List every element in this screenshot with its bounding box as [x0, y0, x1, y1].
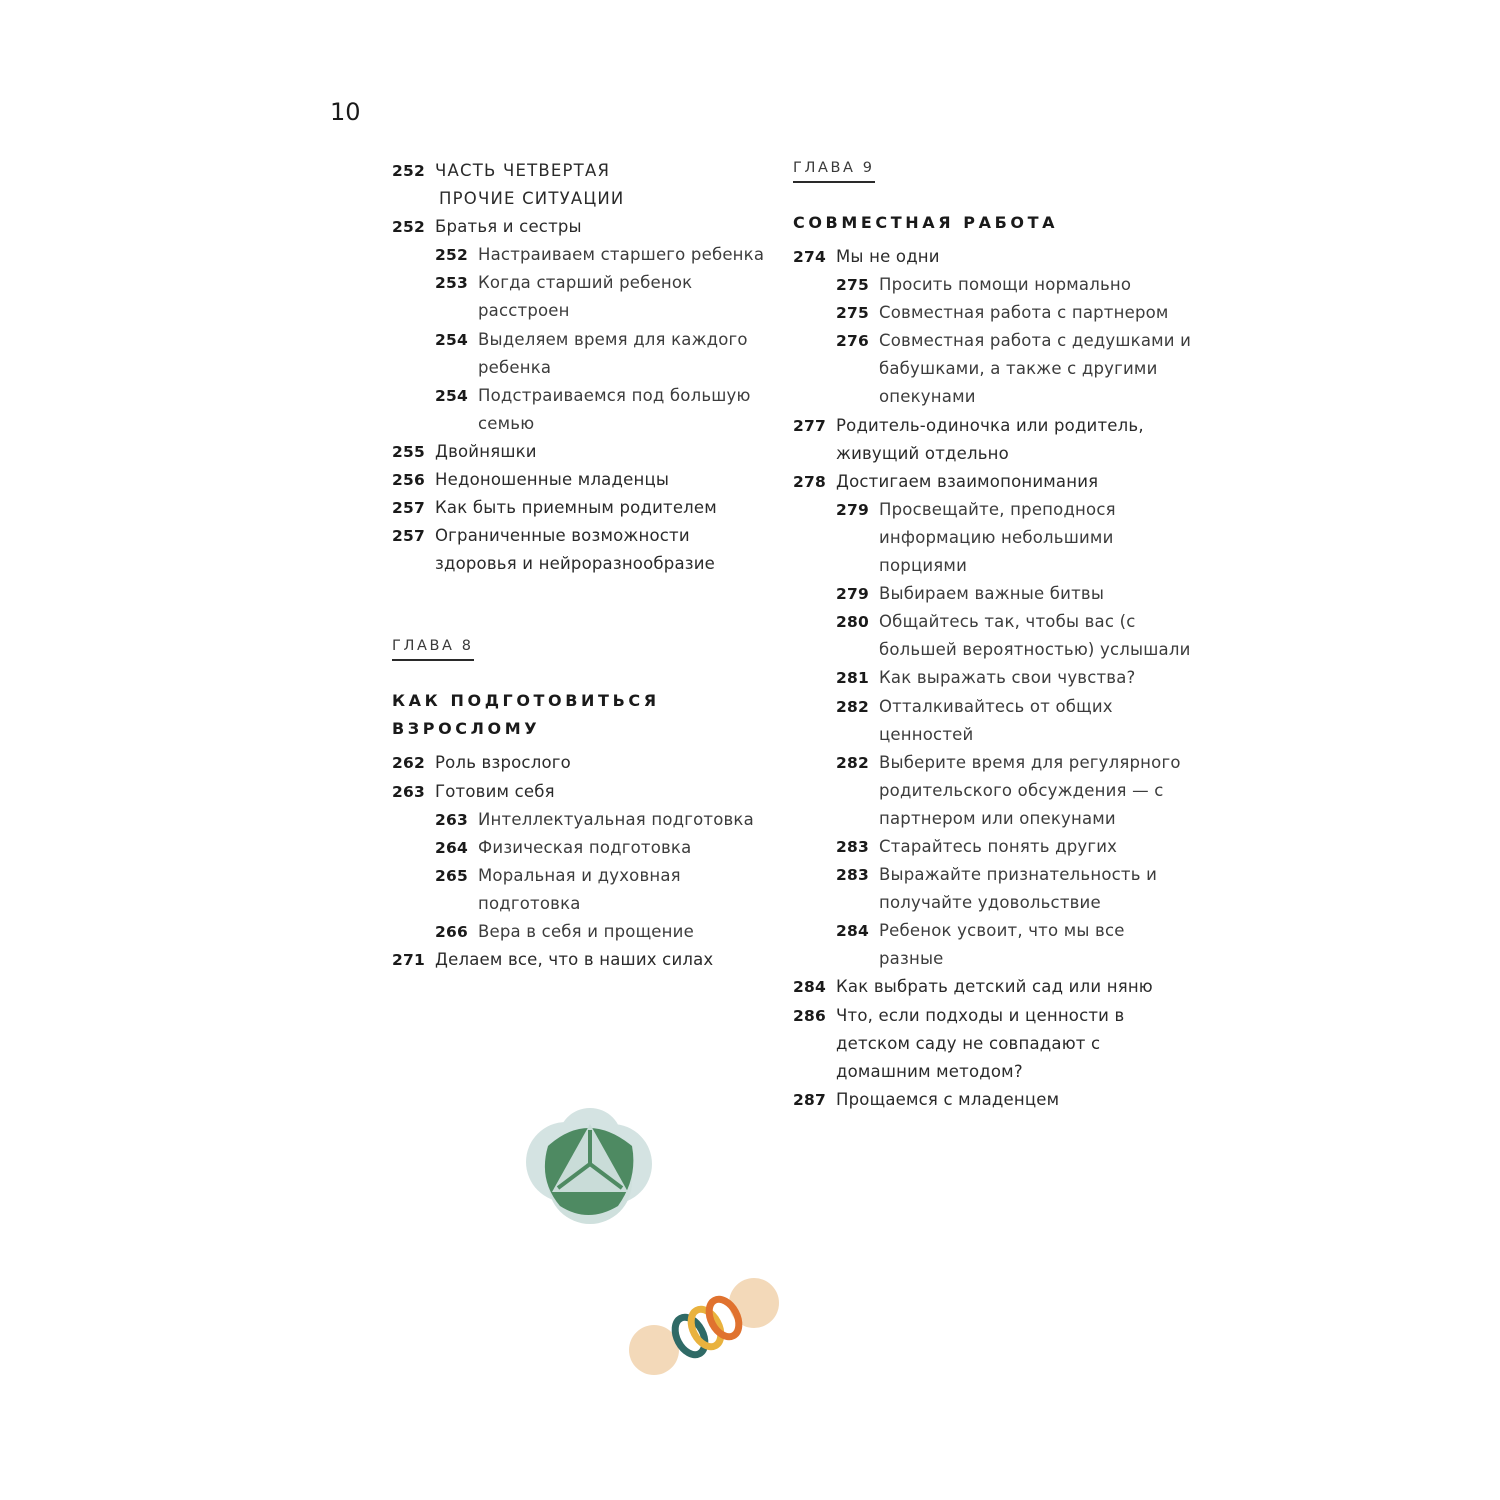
toc-entry-title: Двойняшки — [435, 441, 537, 461]
toc-page-number: 275 — [836, 276, 869, 295]
toc-entry — [793, 412, 1193, 468]
toc-entry — [793, 1086, 1193, 1114]
toc-subentry — [392, 862, 772, 918]
toc-entry-title: Братья и сестры — [435, 217, 582, 237]
toc-entry-title: Выражайте признательность и получайте удовольствие — [879, 865, 1157, 913]
toc-page-number: 252 — [435, 246, 468, 265]
toc-part-entry — [392, 157, 772, 213]
toc-entry-title: Делаем все, что в наших силах — [435, 950, 714, 970]
toc-entry — [793, 243, 1193, 271]
toc-entry-title: Выберите время для регулярного родительского обсуждения — с партнером или опекунами — [879, 752, 1181, 828]
toc-subentry — [392, 918, 772, 946]
toc-subentry — [793, 271, 1193, 299]
toc-entry-title: Роль взрослого — [435, 753, 571, 773]
toc-subentry — [793, 327, 1193, 411]
toc-page-number: 279 — [836, 500, 869, 519]
toc-page-number: 264 — [435, 838, 468, 857]
toc-entry-title: Как выбрать детский сад или няню — [836, 977, 1153, 997]
toc-entry-title: Ограниченные возможности здоровья и нейроразнообразие — [435, 526, 716, 574]
chapter-8-label: ГЛАВА 8 — [392, 638, 474, 661]
toc-page-number: 252 — [392, 218, 425, 237]
toc-page-number: 263 — [392, 782, 425, 801]
toc-part-title — [435, 157, 772, 213]
toc-entry-title: Что, если подходы и ценности в детском саду не совпадают с домашним методом? — [836, 1005, 1125, 1081]
toc-page-number: 283 — [836, 866, 869, 885]
toc-subentry — [392, 241, 772, 269]
toc-page-number: 283 — [836, 837, 869, 856]
toc-page-number: 281 — [836, 669, 869, 688]
toc-entry — [392, 213, 772, 241]
toc-part-entries — [392, 213, 772, 578]
toc-page-number: 279 — [836, 585, 869, 604]
toc-left-column — [392, 157, 772, 974]
toc-entry-title: Общайтесь так, чтобы вас (с большей вероятностью) услышали — [879, 612, 1191, 660]
toc-page-number: 257 — [392, 527, 425, 546]
toc-entry-title: Просвещайте, преподнося информацию небольшими порциями — [879, 499, 1116, 576]
toc-entry-title: Как выражать свои чувства? — [879, 668, 1136, 688]
chapter-8-title — [392, 687, 772, 743]
toc-subentry — [793, 299, 1193, 327]
toc-page-number: 254 — [435, 386, 468, 405]
toc-entry-title: Готовим себя — [435, 781, 555, 801]
page-number: 10 — [330, 98, 361, 126]
toc-part-page-number: 252 — [392, 162, 425, 180]
toc-entry — [392, 494, 772, 522]
toc-entry-title: Выбираем важные битвы — [879, 584, 1105, 604]
toc-entry-title: Мы не одни — [836, 247, 940, 266]
toc-entry-title: Достигаем взаимопонимания — [836, 471, 1099, 491]
toc-entry-title: Когда старший ребенок расстроен — [478, 273, 693, 321]
toc-subentry — [793, 833, 1193, 861]
toc-entry — [392, 466, 772, 494]
toc-entry-title: Физическая подготовка — [478, 837, 692, 857]
chapter-9-label: ГЛАВА 9 — [793, 160, 875, 183]
toc-entry-title: Отталкивайтесь от общих ценностей — [879, 696, 1113, 744]
puzzle-ball-illustration — [518, 1106, 658, 1228]
toc-entry-title: Недоношенные младенцы — [435, 470, 670, 490]
toc-entry — [392, 749, 772, 777]
toc-part-title-line1: ЧАСТЬ ЧЕТВЕРТАЯ — [435, 161, 611, 180]
toc-right-column — [793, 157, 1193, 1114]
toc-entry-title: Выделяем время для каждого ребенка — [478, 329, 748, 377]
toc-page-number: 278 — [793, 472, 826, 491]
toc-page-number: 277 — [793, 416, 826, 435]
toc-part-title-line2: ПРОЧИЕ СИТУАЦИИ — [439, 189, 625, 209]
toc-subentry — [392, 806, 772, 834]
toc-subentry — [793, 693, 1193, 749]
toc-page-number: 257 — [392, 499, 425, 518]
toc-entry-title: Моральная и духовная подготовка — [478, 865, 681, 913]
toc-subentry — [793, 749, 1193, 833]
toc-entry-title: Родитель-одиночка или родитель, живущий отдельно — [836, 415, 1144, 463]
toc-entry-title: Вера в себя и прощение — [478, 921, 694, 941]
toc-entry-title: Как быть приемным родителем — [435, 498, 717, 518]
chapter-9-title: СОВМЕСТНАЯ РАБОТА — [793, 213, 1059, 232]
toc-page-number: 287 — [793, 1090, 826, 1109]
toc-page-number: 280 — [836, 613, 869, 632]
ring-rattle-illustration — [626, 1276, 784, 1378]
toc-entry-title: Интеллектуальная подготовка — [478, 809, 754, 829]
toc-page-number: 262 — [392, 754, 425, 773]
toc-page-number: 275 — [836, 304, 869, 323]
toc-page-number: 265 — [435, 866, 468, 885]
toc-subentry — [392, 834, 772, 862]
toc-page-number: 271 — [392, 951, 425, 970]
rattle-bead-left — [629, 1325, 679, 1375]
toc-page-number: 253 — [435, 274, 468, 293]
toc-entry — [392, 438, 772, 466]
chapter-8-title-line1: КАК ПОДГОТОВИТЬСЯ — [392, 691, 660, 711]
toc-entry-title: Подстраиваемся под большую семью — [478, 385, 751, 433]
toc-entry-title: Настраиваем старшего ребенка — [478, 245, 765, 265]
chapter-8-title-line2: ВЗРОСЛОМУ — [392, 719, 541, 739]
toc-page-number: 274 — [793, 248, 826, 266]
toc-entry — [392, 778, 772, 806]
toc-page-number: 266 — [435, 922, 468, 941]
toc-entry-title: Прощаемся с младенцем — [836, 1089, 1060, 1109]
toc-entry-title: Ребенок усвоит, что мы все разные — [879, 921, 1125, 969]
toc-subentry — [793, 917, 1193, 973]
toc-entry — [793, 468, 1193, 496]
toc-subentry — [793, 664, 1193, 692]
toc-entry — [392, 946, 772, 974]
toc-subentry — [392, 269, 772, 325]
toc-entry-title: Совместная работа с партнером — [879, 303, 1169, 323]
toc-subentry — [793, 608, 1193, 664]
toc-page-number: 263 — [435, 810, 468, 829]
toc-page-number: 282 — [836, 753, 869, 772]
toc-entry-title: Совместная работа с дедушками и бабушками, а также с другими опекунами — [879, 331, 1192, 407]
toc-subentry — [793, 580, 1193, 608]
chapter-8-entries — [392, 749, 772, 974]
toc-page-number: 284 — [793, 978, 826, 997]
toc-page-number: 256 — [392, 471, 425, 490]
toc-subentry — [793, 496, 1193, 580]
toc-entry — [793, 973, 1193, 1001]
toc-page-number: 286 — [793, 1006, 826, 1025]
toc-page-number: 282 — [836, 697, 869, 716]
toc-page-number: 276 — [836, 332, 869, 351]
toc-entry — [793, 1002, 1193, 1086]
toc-entry-title: Просить помощи нормально — [879, 275, 1132, 295]
toc-entry-title: Старайтесь понять других — [879, 836, 1118, 856]
toc-page-number: 255 — [392, 442, 425, 461]
toc-subentry — [392, 326, 772, 382]
toc-page-number: 254 — [435, 330, 468, 349]
toc-subentry — [793, 861, 1193, 917]
toc-page-number: 284 — [836, 922, 869, 941]
toc-entry — [392, 522, 772, 578]
toc-subentry — [392, 382, 772, 438]
chapter-9-entries — [793, 243, 1193, 1114]
